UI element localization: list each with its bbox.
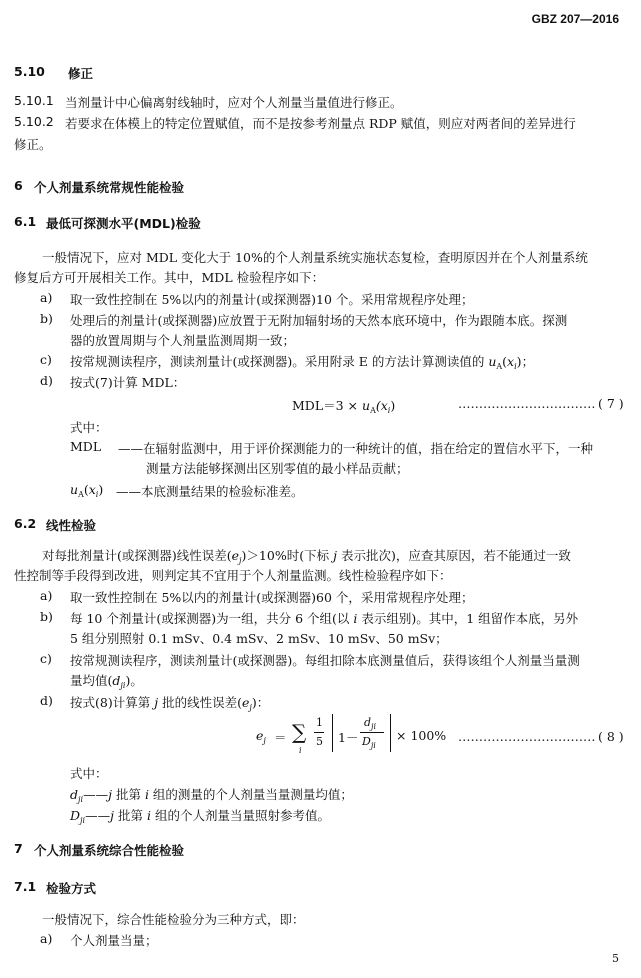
paragraph-6-2-line1: 对每批剂量计(或探测器)线性误差$(e_j)>10\%$时(下标 j 表示批次)，应查其原因，若不能通过一致 [42,548,571,565]
formula-7: $MDL=3 \times u_A(x_i)$ [292,398,396,415]
section-5-10-number: 5.10 [14,64,45,79]
where-label: 式中： [70,766,108,781]
formula-8-leader: …………………………… [458,729,596,744]
item-text: 每 10 个剂量计(或探测器)为一组，共分 6 个组(以 i 表示组别)。其中，1 组留作本底，另外 [70,611,579,626]
item-text: 器的放置周期与个人剂量监测周期一致； [70,333,296,348]
paragraph-6-1-line1: 一般情况下，应对 MDL 变化大于 10%的个人剂量系统实施状态复检，查明原因并在个人剂量系统 [42,250,588,265]
section-6-1-number: 6.1 [14,214,37,229]
item-text: 按式(7)计算 MDL： [70,375,186,390]
section-7-title: 个人剂量系统综合性能检验 [34,843,185,858]
item-label: a) [40,931,53,946]
paragraph-6-2-line2: 性控制等手段得到改进，则判定其不宜用于个人剂量监测。线性检验程序如下： [14,568,452,583]
clause-5-10-2-number: 5.10.2 [14,114,54,129]
definition-text: ——本底测量结果的检验标准差。 [116,484,304,499]
section-6-1-title: 最低可探测水平(MDL)检验 [46,216,201,231]
paragraph-6-1-line2: 修复后方可开展相关工作。其中，MDL 检验程序如下： [14,270,325,285]
definition-text: $d_{ji}——j$ 批第 i 组的测量的个人剂量当量测量均值； [70,787,353,804]
section-6-title: 个人剂量系统常规性能检验 [34,180,185,195]
item-text: 按式(8)计算第 j 批的线性误差$(e_j)$： [70,695,270,712]
clause-5-10-2-text-line1: 若要求在体模上的特定位置赋值，而不是按参考剂量点 RDP 赋值，则应对两者间的差异进行 [65,116,576,131]
definition-symbol: MDL [70,439,102,454]
definition-text: 测量方法能够探测出区别零值的最小样品贡献； [146,461,409,476]
item-label: c) [40,352,52,367]
item-label: a) [40,588,53,603]
definition-text: $D_{ji}——j$ 批第 i 组的个人剂量当量照射参考值。 [70,808,330,825]
section-6-2-number: 6.2 [14,516,37,531]
clause-5-10-2-text-line2: 修正。 [14,137,52,152]
item-label: c) [40,651,52,666]
item-text: 5 组分别照射 0.1 mSv、0.4 mSv、2 mSv、10 mSv、50 mSv； [70,631,448,646]
item-text: 取一致性控制在 5%以内的剂量计(或探测器)60 个，采用常规程序处理； [70,590,474,605]
item-text: 处理后的剂量计(或探测器)应放置于无附加辐射场的天然本底环境中，作为跟随本底。探测 [70,313,568,328]
section-7-number: 7 [14,841,23,856]
clause-5-10-1-text: 当剂量计中心偏离射线轴时，应对个人剂量当量值进行修正。 [65,95,403,110]
section-6-number: 6 [14,178,23,193]
item-text: 按常规测读程序，测读剂量计(或探测器)。采用附录 E 的方法计算测读值的 $u_A(x_i)$； [70,354,535,371]
section-7-1-title: 检验方式 [46,881,97,896]
item-text: 取一致性控制在 5%以内的剂量计(或探测器)10 个。采用常规程序处理； [70,292,474,307]
clause-5-10-1-number: 5.10.1 [14,93,54,108]
item-label: b) [40,311,53,326]
formula-7-number: ( 7 ) [598,396,624,411]
item-label: b) [40,609,53,624]
section-7-1-number: 7.1 [14,879,37,894]
item-text: 量均值$(d_{ji})$。 [70,673,143,690]
section-5-10-title: 修正 [68,66,94,81]
item-text: 个人剂量当量； [70,933,158,948]
item-label: d) [40,693,53,708]
definition-text: ——在辐射监测中，用于评价探测能力的一种统计的值，指在给定的置信水平下，一种 [118,441,594,456]
section-6-2-title: 线性检验 [46,518,97,533]
where-label: 式中： [70,420,108,435]
paragraph-7-1: 一般情况下，综合性能检验分为三种方式，即： [42,912,305,927]
formula-8-number: ( 8 ) [598,729,624,744]
standard-code: GBZ 207—2016 [531,12,619,26]
page-number: 5 [612,952,619,965]
formula-7-leader: …………………………… [458,396,596,411]
formula-8: $e_j$ ＝ ∑ i 1 5 1－ $d_{ji}$ $D_{ji}$ × 100% [256,716,447,755]
item-label: a) [40,290,53,305]
item-label: d) [40,373,53,388]
item-text: 按常规测读程序，测读剂量计(或探测器)。每组扣除本底测量值后，获得该组个人剂量当量测 [70,653,580,668]
definition-symbol: $u_A(x_i)$ [70,482,104,499]
